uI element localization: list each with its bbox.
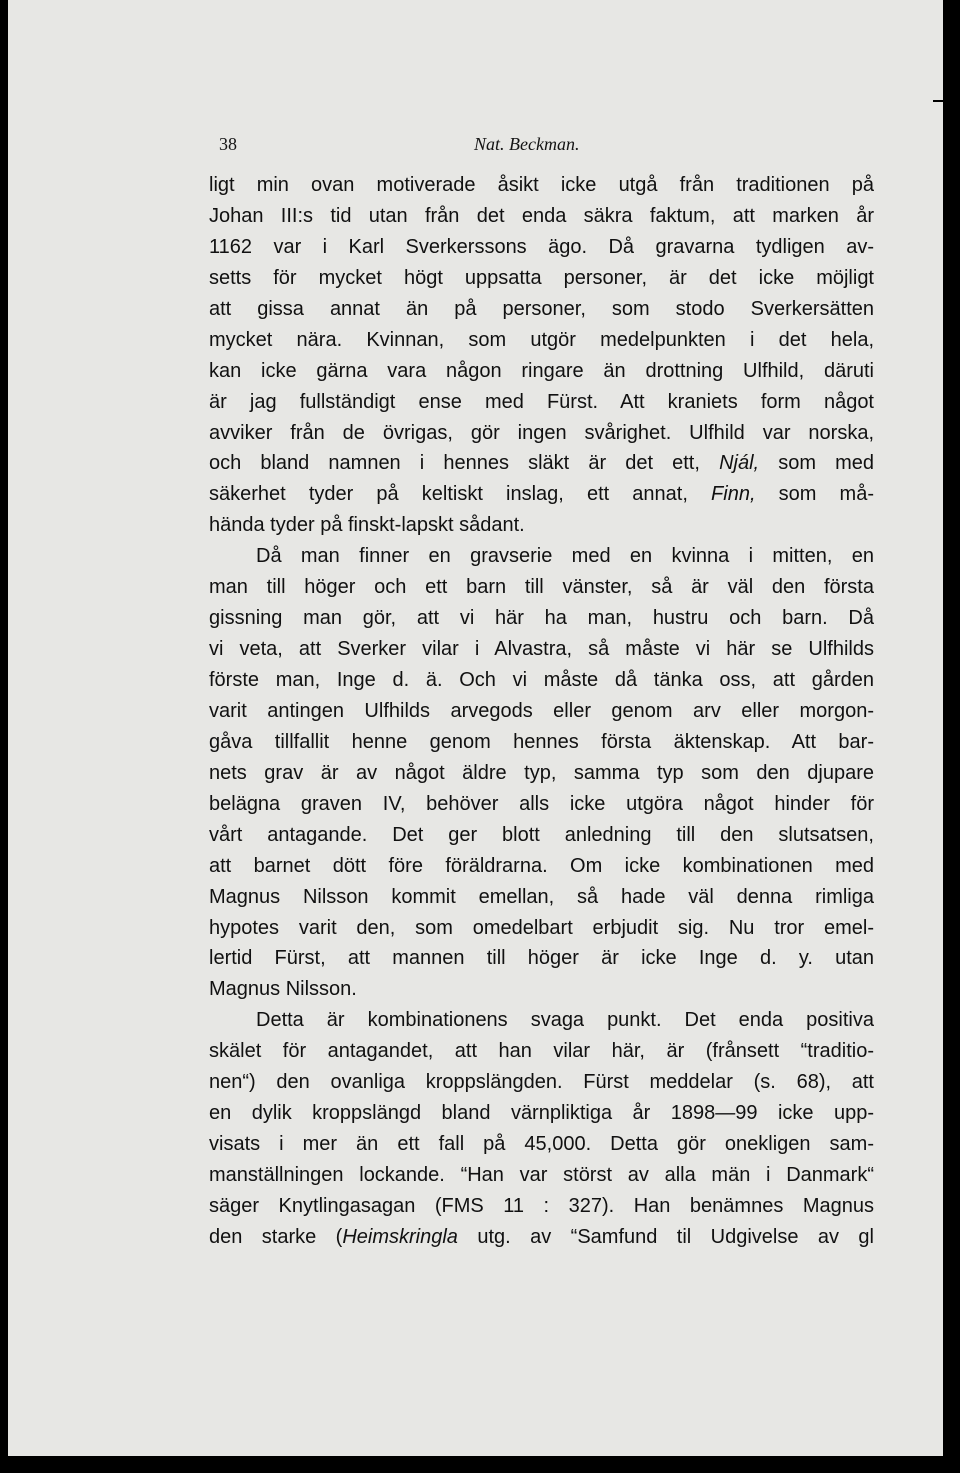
text-line-10 xyxy=(209,448,874,479)
text-line-13: Då man finner en gravserie med en kvinna i mitten, en xyxy=(256,545,874,568)
text-segment: utg. av “Samfund til Udgivelse av gl xyxy=(477,1225,874,1248)
page-edge-mark xyxy=(933,100,943,102)
text-line-35 xyxy=(209,1222,874,1253)
text-line-26: lertid Fürst, att mannen till höger är icke Inge d. y. utan xyxy=(209,947,874,970)
text-line-33: manställningen lockande. “Han var störst av alla män i Danmark“ xyxy=(209,1164,874,1186)
text-line-9: avviker från de övrigas, gör ingen svårighet. Ulfhild var norska, xyxy=(209,421,874,444)
text-line-30: nen“) den ovanliga kroppslängden. Fürst meddelar (s. 68), att xyxy=(209,1071,874,1094)
text-line-12: hända tyder på finskt-lapskt sådant. xyxy=(209,514,525,537)
page-header xyxy=(209,134,874,158)
text-line-2: Johan III:s tid utan från det enda säkra faktum, att marken år xyxy=(209,204,874,227)
text-segment: som med xyxy=(778,452,874,475)
text-line-23: att barnet dött före föräldrarna. Om icke kombinationen med xyxy=(209,854,874,877)
text-line-19: gåva tillfallit henne genom hennes första äktenskap. Att bar- xyxy=(209,730,874,753)
text-line-18: varit antingen Ulfhilds arvegods eller genom arv eller morgon- xyxy=(209,699,874,722)
text-line-24: Magnus Nilsson kommit emellan, så hade väl denna rimliga xyxy=(209,885,874,908)
book-page xyxy=(8,0,943,1456)
text-line-29: skälet för antagandet, att han vilar här, är (frånsett “traditio- xyxy=(209,1040,874,1063)
text-line-11 xyxy=(209,479,874,510)
text-line-16: vi veta, att Sverker vilar i Alvastra, så måste vi här se Ulfhilds xyxy=(209,638,874,661)
text-line-6: mycket nära. Kvinnan, som utgör medelpunkten i det hela, xyxy=(209,328,874,351)
text-line-14: man till höger och ett barn till vänster, så är väl den första xyxy=(209,576,874,599)
italic-term-finn: Finn, xyxy=(711,483,756,506)
text-line-7: kan icke gärna vara någon ringare än drottning Ulfhild, däruti xyxy=(209,359,874,382)
text-line-17: förste man, Inge d. ä. Och vi måste då tänka oss, att gården xyxy=(209,669,874,691)
text-line-1: ligt min ovan motiverade åsikt icke utgå från traditionen på xyxy=(209,174,874,196)
text-segment: den starke ( xyxy=(209,1225,343,1248)
text-line-5: att gissa annat än på personer, som stodo Sverkersätten xyxy=(209,297,874,320)
body-text xyxy=(209,170,874,1253)
italic-term-heimskringla: Heimskringla xyxy=(342,1225,458,1248)
text-line-3: 1162 var i Karl Sverkerssons ägo. Då gravarna tydligen av- xyxy=(209,235,874,258)
text-line-15: gissning man gör, att vi här ha man, hustru och barn. Då xyxy=(209,607,874,630)
text-line-27: Magnus Nilsson. xyxy=(209,978,357,1001)
text-line-8: är jag fullständigt ense med Fürst. Att kraniets form något xyxy=(209,390,874,413)
italic-term-njal: Njál, xyxy=(719,452,760,475)
page-number: 38 xyxy=(219,134,237,154)
text-line-32: visats i mer än ett fall på 45,000. Detta gör onekligen sam- xyxy=(209,1133,874,1156)
text-segment: säkerhet tyder på keltiskt inslag, ett annat, xyxy=(209,483,688,506)
text-line-34: säger Knytlingasagan (FMS 11 : 327). Han benämnes Magnus xyxy=(209,1194,874,1217)
text-line-21: belägna graven IV, behöver alls icke utgöra något hinder för xyxy=(209,792,874,815)
text-segment: och bland namnen i hennes släkt är det ett, xyxy=(209,452,700,475)
text-line-25: hypotes varit den, som omedelbart erbjudit sig. Nu tror emel- xyxy=(209,916,874,939)
text-line-22: vårt antagande. Det ger blott anledning till den slutsatsen, xyxy=(209,823,874,846)
text-segment: som må- xyxy=(778,483,874,506)
text-line-31: en dylik kroppslängd bland värnpliktiga år 1898—99 icke upp- xyxy=(209,1102,874,1125)
text-line-4: setts för mycket högt uppsatta personer, är det icke möjligt xyxy=(209,266,874,289)
text-line-28: Detta är kombinationens svaga punkt. Det enda positiva xyxy=(256,1009,874,1032)
running-head: Nat. Beckman. xyxy=(474,134,580,154)
text-line-20: nets grav är av något äldre typ, samma typ som den djupare xyxy=(209,761,874,784)
